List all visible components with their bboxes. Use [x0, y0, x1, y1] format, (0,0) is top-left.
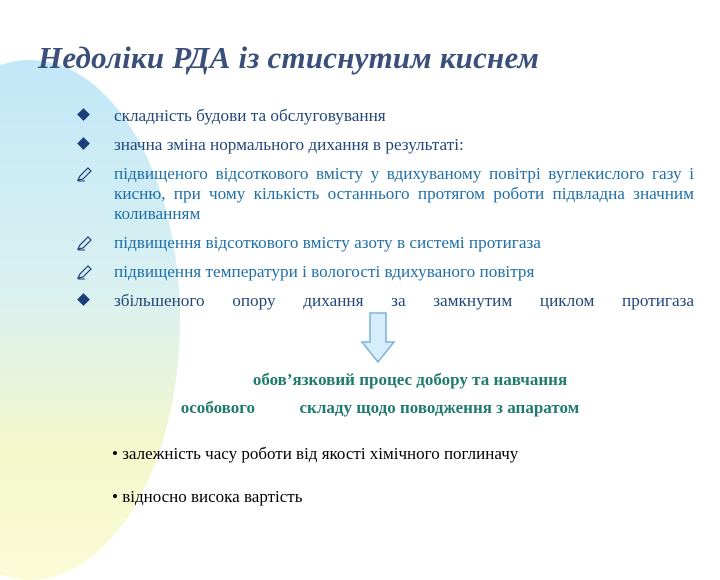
- writing-hand-icon: [76, 234, 94, 252]
- list-item: [76, 291, 694, 311]
- list-item-text: підвищеного відсоткового вмісту у вдихуваному повітрі вуглекислого газу і кисню, при чому кількість останнього протягом роботи підвладна значним коливанням: [114, 164, 694, 223]
- emphasis-line-1: обов’язковий процес добору та навчання: [252, 370, 568, 389]
- list-item: [76, 135, 694, 155]
- diamond-bullet-icon: [76, 107, 94, 125]
- list-item-text: збільшеного опору дихання за замкнутим циклом протигаза: [114, 291, 694, 310]
- list-item-text: складність будови та обслуговування: [114, 106, 386, 125]
- bullet-item: • відносно висока вартість: [112, 487, 303, 506]
- list-item-text: підвищення температури і вологості вдихуваного повітря: [114, 262, 535, 281]
- list-item-text: значна зміна нормального дихання в результаті:: [114, 135, 464, 154]
- down-arrow-icon: [360, 312, 396, 364]
- diamond-bullet-icon: [76, 136, 94, 154]
- emphasis-line-2: [60, 398, 700, 418]
- bullet-item: • залежність часу роботи від якості хімічного поглиначу: [112, 444, 519, 463]
- list-item: [76, 262, 694, 282]
- writing-hand-icon: [76, 165, 94, 183]
- list-item: [76, 164, 694, 224]
- writing-hand-icon: [76, 263, 94, 281]
- emphasis-phrase: складу щодо поводження з апаратом: [299, 398, 580, 417]
- slide-title: Недоліки РДА із стиснутим киснем: [38, 40, 540, 75]
- drawbacks-list: [76, 106, 694, 320]
- list-item-text: підвищення відсоткового вмісту азоту в системі протигаза: [114, 233, 541, 252]
- emphasis-word: особового: [180, 398, 256, 417]
- list-item: [76, 233, 694, 253]
- list-item: [76, 106, 694, 126]
- diamond-bullet-icon: [76, 292, 94, 310]
